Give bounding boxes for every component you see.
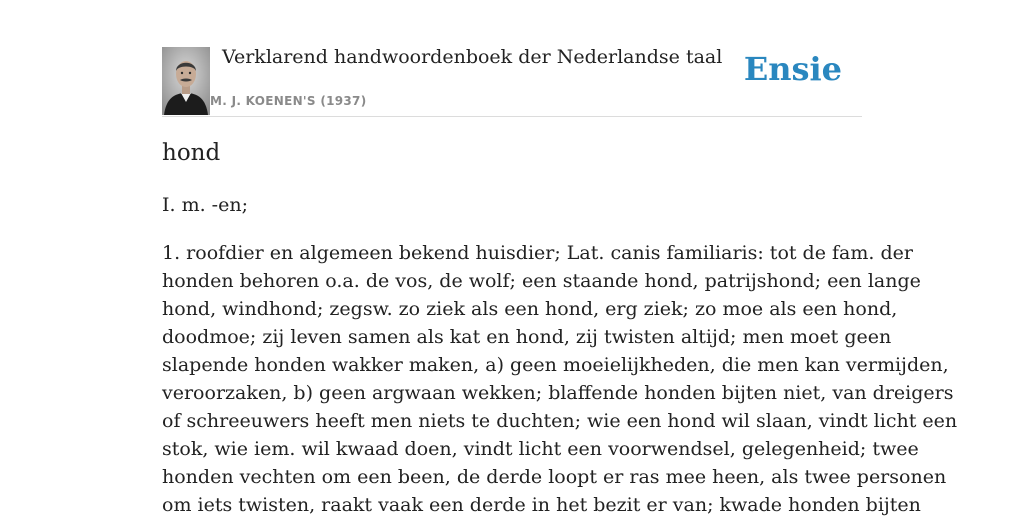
dictionary-title: Verklarend handwoordenboek der Nederlandse taal	[222, 46, 723, 68]
definition-line: of schreeuwers heeft men niets te duchten; wie een hond wil slaan, vindt licht een	[162, 410, 958, 432]
definition-line: honden behoren o.a. de vos, de wolf; een staande hond, patrijshond; een lange	[162, 270, 921, 292]
definition-line: slapende honden wakker maken, a) geen moeielijkheden, die men kan vermijden,	[162, 354, 949, 376]
definition-line: om iets twisten, raakt vaak een derde in het bezit er van; kwade honden bijten	[162, 494, 921, 516]
ensie-logo[interactable]: Ensie	[743, 50, 842, 88]
entry-grammar: I. m. -en;	[162, 194, 248, 216]
definition-line: stok, wie iem. wil kwaad doen, vindt licht een voorwendsel, gelegenheid; twee	[162, 438, 919, 460]
definition-line: doodmoe; zij leven samen als kat en hond, zij twisten altijd; men moet geen	[162, 326, 892, 348]
definition-line: veroorzaken, b) geen argwaan wekken; blaffende honden bijten niet, van dreigers	[162, 382, 954, 404]
author-portrait-icon	[162, 47, 210, 115]
entry-headword: hond	[162, 140, 221, 166]
definition-line: hond, windhond; zegsw. zo ziek als een hond, erg ziek; zo moe als een hond,	[162, 298, 898, 320]
dictionary-author: M. J. KOENEN'S (1937)	[210, 94, 367, 108]
definition-line: 1. roofdier en algemeen bekend huisdier; Lat. canis familiaris: tot de fam. der	[162, 242, 913, 264]
dictionary-header	[162, 40, 862, 117]
entry-definition	[162, 239, 958, 519]
definition-line: honden vechten om een been, de derde loopt er ras mee heen, als twee personen	[162, 466, 947, 488]
